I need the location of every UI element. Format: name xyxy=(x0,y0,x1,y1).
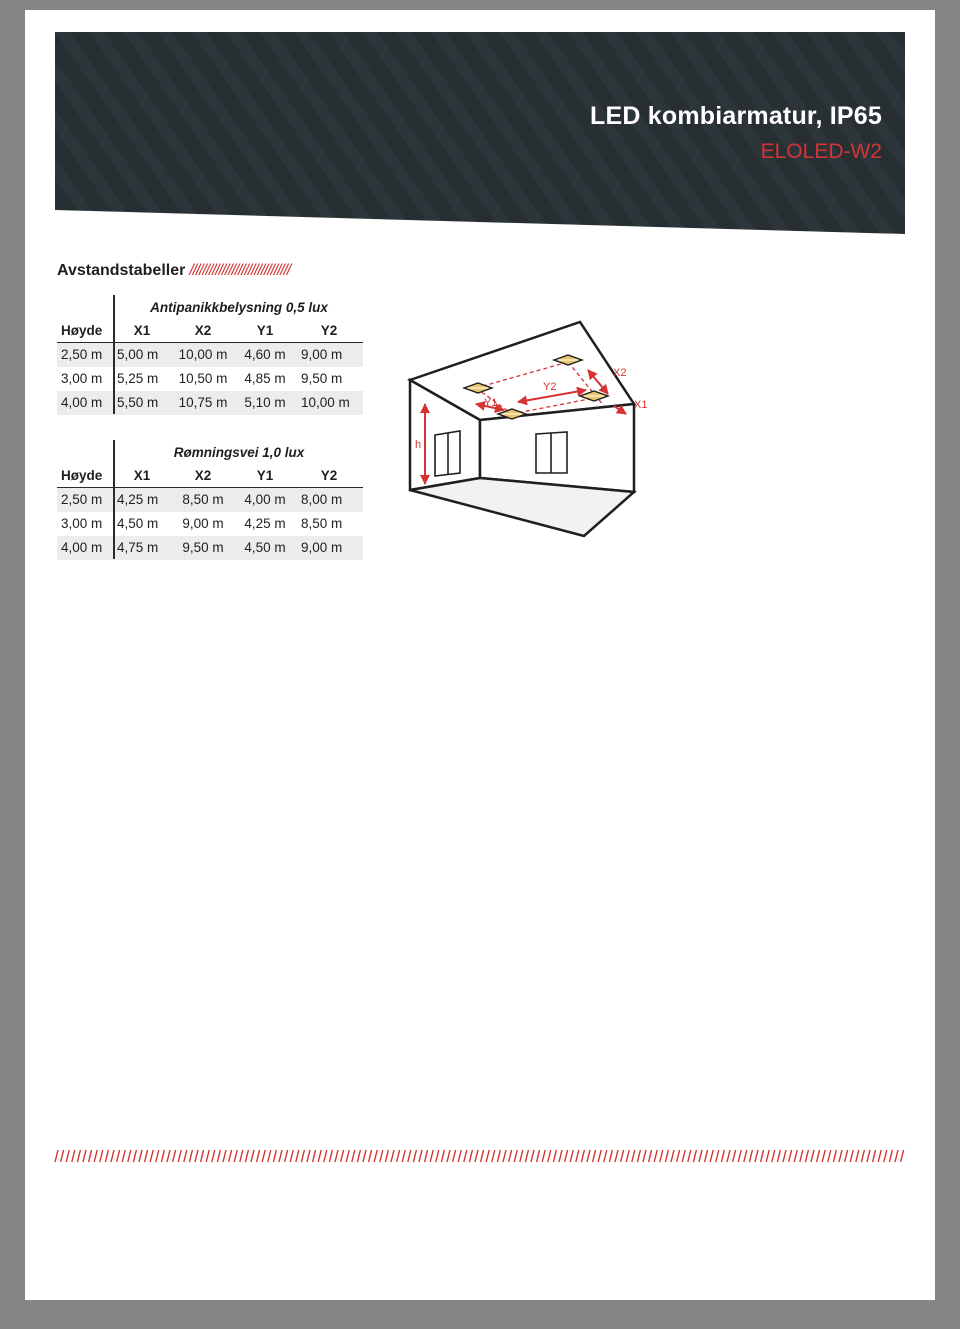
slash-mark xyxy=(889,1150,892,1162)
table-cell: 4,00 m xyxy=(61,540,103,555)
slash-mark xyxy=(279,1150,282,1162)
slash-mark xyxy=(727,1150,730,1162)
slash-mark xyxy=(693,1150,696,1162)
header-cell: Y2 xyxy=(320,468,338,483)
slash-mark xyxy=(749,1150,752,1162)
table-row xyxy=(57,512,363,536)
slash-mark xyxy=(441,1150,444,1162)
slash-mark xyxy=(357,1150,360,1162)
slash-mark xyxy=(240,1150,243,1162)
table-cell: 8,50 m xyxy=(182,492,224,507)
product-title: LED kombiarmatur, IP65 xyxy=(590,102,882,130)
slash-mark xyxy=(581,1150,584,1162)
room-layout-diagram xyxy=(408,320,648,542)
table-cell: 10,00 m xyxy=(301,395,350,410)
table-cell: 5,25 m xyxy=(117,371,159,386)
slash-mark xyxy=(492,1150,495,1162)
slash-mark xyxy=(290,1150,293,1162)
slash-mark xyxy=(167,1150,170,1162)
slash-mark xyxy=(520,1150,523,1162)
slash-mark xyxy=(542,1150,545,1162)
slash-mark xyxy=(845,1150,848,1162)
slash-mark xyxy=(83,1150,86,1162)
table-cell: 9,00 m xyxy=(301,540,343,555)
slash-mark xyxy=(229,1150,232,1162)
slash-mark xyxy=(156,1150,159,1162)
table-cell: 4,50 m xyxy=(244,540,286,555)
section-heading xyxy=(57,262,290,280)
slash-mark xyxy=(105,1150,108,1162)
slash-mark xyxy=(553,1150,556,1162)
slash-mark xyxy=(772,1150,775,1162)
table-cell: 5,10 m xyxy=(244,395,286,410)
slash-mark xyxy=(296,1150,299,1162)
slash-mark xyxy=(173,1150,176,1162)
slash-mark xyxy=(262,1150,265,1162)
table-cell: 3,00 m xyxy=(61,516,103,531)
right-door xyxy=(536,432,567,473)
slash-mark xyxy=(329,1150,332,1162)
slash-mark xyxy=(234,1150,237,1162)
slash-mark xyxy=(369,1150,372,1162)
slash-mark xyxy=(632,1150,635,1162)
slash-mark xyxy=(850,1150,853,1162)
slash-mark xyxy=(626,1150,629,1162)
slash-mark xyxy=(766,1150,769,1162)
slash-mark xyxy=(425,1150,428,1162)
label-y2: Y2 xyxy=(543,381,557,393)
table-divider xyxy=(113,440,115,559)
distance-table-escape-route xyxy=(57,440,363,560)
slash-mark xyxy=(212,1150,215,1162)
footer-slash-row xyxy=(55,1148,905,1164)
table-cell: 8,00 m xyxy=(301,492,343,507)
slash-mark xyxy=(884,1150,887,1162)
slash-mark xyxy=(833,1150,836,1162)
slash-mark xyxy=(419,1150,422,1162)
slash-mark xyxy=(184,1150,187,1162)
slash-mark xyxy=(721,1150,724,1162)
slash-mark xyxy=(643,1150,646,1162)
table-divider xyxy=(113,295,115,414)
slash-mark xyxy=(525,1150,528,1162)
slash-mark xyxy=(72,1150,75,1162)
slash-mark xyxy=(761,1150,764,1162)
header-cell: Y1 xyxy=(256,323,274,338)
table-header-row xyxy=(57,465,363,488)
slash-mark xyxy=(794,1150,797,1162)
table-row xyxy=(57,536,363,560)
slash-mark xyxy=(856,1150,859,1162)
slash-mark xyxy=(817,1150,820,1162)
slash-mark xyxy=(677,1150,680,1162)
slash-mark xyxy=(195,1150,198,1162)
table-cell: 4,25 m xyxy=(244,516,286,531)
slash-mark xyxy=(464,1150,467,1162)
slash-mark xyxy=(324,1150,327,1162)
slash-mark xyxy=(55,1150,58,1162)
slash-mark xyxy=(615,1150,618,1162)
slash-mark xyxy=(128,1150,131,1162)
table-cell: 9,50 m xyxy=(301,371,343,386)
slash-mark xyxy=(867,1150,870,1162)
table-cell: 9,00 m xyxy=(182,516,224,531)
slash-mark xyxy=(61,1150,64,1162)
slash-mark xyxy=(654,1150,657,1162)
table-cell: 8,50 m xyxy=(301,516,343,531)
slash-mark xyxy=(251,1150,254,1162)
slash-mark xyxy=(777,1150,780,1162)
slash-mark xyxy=(430,1150,433,1162)
table-cell: 4,85 m xyxy=(244,371,286,386)
slash-mark xyxy=(117,1150,120,1162)
slash-mark xyxy=(565,1150,568,1162)
slash-mark xyxy=(609,1150,612,1162)
slash-mark xyxy=(486,1150,489,1162)
heading-decor: /////////////////////////////// xyxy=(189,262,290,279)
slash-mark xyxy=(206,1150,209,1162)
table-cell: 10,75 m xyxy=(178,395,228,410)
slash-mark xyxy=(285,1150,288,1162)
slash-mark xyxy=(363,1150,366,1162)
slash-mark xyxy=(133,1150,136,1162)
slash-mark xyxy=(497,1150,500,1162)
header-cell: X2 xyxy=(194,468,212,483)
slash-mark xyxy=(352,1150,355,1162)
table-cell: 4,25 m xyxy=(117,492,159,507)
table-cell: 10,50 m xyxy=(178,371,228,386)
slash-mark xyxy=(458,1150,461,1162)
slash-mark xyxy=(873,1150,876,1162)
slash-mark xyxy=(100,1150,103,1162)
slash-mark xyxy=(89,1150,92,1162)
slash-mark xyxy=(223,1150,226,1162)
table-cell: 4,00 m xyxy=(61,395,103,410)
table-row xyxy=(57,367,363,391)
slash-mark xyxy=(598,1150,601,1162)
slash-mark xyxy=(531,1150,534,1162)
table-header-row xyxy=(57,320,363,343)
slash-mark xyxy=(469,1150,472,1162)
table-cell: 4,60 m xyxy=(244,347,286,362)
slash-mark xyxy=(217,1150,220,1162)
slash-mark xyxy=(318,1150,321,1162)
slash-mark xyxy=(548,1150,551,1162)
slash-mark xyxy=(385,1150,388,1162)
table-cell: 10,00 m xyxy=(178,347,228,362)
header-banner xyxy=(55,32,905,234)
slash-mark xyxy=(570,1150,573,1162)
slash-mark xyxy=(705,1150,708,1162)
slash-mark xyxy=(268,1150,271,1162)
slash-mark xyxy=(201,1150,204,1162)
slash-mark xyxy=(671,1150,674,1162)
slash-mark xyxy=(789,1150,792,1162)
table-cell: 9,00 m xyxy=(301,347,343,362)
slash-mark xyxy=(313,1150,316,1162)
slash-mark xyxy=(413,1150,416,1162)
slash-mark xyxy=(682,1150,685,1162)
footer-decor xyxy=(55,1148,905,1164)
slash-mark xyxy=(178,1150,181,1162)
slash-mark xyxy=(374,1150,377,1162)
slash-mark xyxy=(509,1150,512,1162)
slash-mark xyxy=(559,1150,562,1162)
slash-mark xyxy=(716,1150,719,1162)
slash-mark xyxy=(77,1150,80,1162)
slash-mark xyxy=(397,1150,400,1162)
table-cell: 2,50 m xyxy=(61,347,103,362)
slash-mark xyxy=(145,1150,148,1162)
slash-mark xyxy=(111,1150,114,1162)
header-cell: Høyde xyxy=(61,323,103,338)
slash-mark xyxy=(604,1150,607,1162)
table-cell: 9,50 m xyxy=(182,540,224,555)
slash-mark xyxy=(346,1150,349,1162)
slash-mark xyxy=(307,1150,310,1162)
slash-mark xyxy=(391,1150,394,1162)
slash-mark xyxy=(150,1150,153,1162)
banner-background xyxy=(55,32,905,234)
slash-mark xyxy=(649,1150,652,1162)
header-cell: X1 xyxy=(133,323,151,338)
slash-mark xyxy=(94,1150,97,1162)
label-h: h xyxy=(415,439,422,451)
header-cell: Høyde xyxy=(61,468,103,483)
slash-mark xyxy=(895,1150,898,1162)
slash-mark xyxy=(447,1150,450,1162)
slash-mark xyxy=(688,1150,691,1162)
product-code: ELOLED-W2 xyxy=(760,140,882,163)
table-cell: 5,00 m xyxy=(117,347,159,362)
header-cell: X2 xyxy=(194,323,212,338)
slash-mark xyxy=(738,1150,741,1162)
slash-mark xyxy=(503,1150,506,1162)
slash-mark xyxy=(660,1150,663,1162)
slash-mark xyxy=(537,1150,540,1162)
slash-mark xyxy=(744,1150,747,1162)
slash-mark xyxy=(245,1150,248,1162)
section-heading-text: Avstandstabeller xyxy=(57,262,186,279)
slash-mark xyxy=(341,1150,344,1162)
table-cell: 3,00 m xyxy=(61,371,103,386)
slash-mark xyxy=(189,1150,192,1162)
slash-mark xyxy=(301,1150,304,1162)
left-door xyxy=(435,431,460,476)
slash-mark xyxy=(637,1150,640,1162)
slash-mark xyxy=(901,1150,904,1162)
slash-mark xyxy=(861,1150,864,1162)
slash-mark xyxy=(161,1150,164,1162)
slash-mark xyxy=(514,1150,517,1162)
slash-mark xyxy=(408,1150,411,1162)
slash-mark xyxy=(402,1150,405,1162)
distance-table-antipanic xyxy=(57,295,363,415)
table-row xyxy=(57,343,363,367)
slash-mark xyxy=(699,1150,702,1162)
slash-mark xyxy=(621,1150,624,1162)
table-row xyxy=(57,391,363,415)
table-caption: Antipanikkbelysning 0,5 lux xyxy=(150,300,328,315)
table-cell: 4,50 m xyxy=(117,516,159,531)
slash-mark xyxy=(822,1150,825,1162)
slash-mark xyxy=(66,1150,69,1162)
table-cell: 4,00 m xyxy=(244,492,286,507)
slash-mark xyxy=(453,1150,456,1162)
slash-mark xyxy=(273,1150,276,1162)
header-cell: Y2 xyxy=(320,323,338,338)
slash-mark xyxy=(811,1150,814,1162)
slash-mark xyxy=(665,1150,668,1162)
table-cell: 5,50 m xyxy=(117,395,159,410)
slash-mark xyxy=(481,1150,484,1162)
header-cell: X1 xyxy=(133,468,151,483)
slash-mark xyxy=(839,1150,842,1162)
slash-mark xyxy=(710,1150,713,1162)
slash-mark xyxy=(733,1150,736,1162)
slash-mark xyxy=(576,1150,579,1162)
slash-mark xyxy=(122,1150,125,1162)
slash-mark xyxy=(805,1150,808,1162)
document-page xyxy=(25,10,935,1300)
slash-mark xyxy=(587,1150,590,1162)
slash-mark xyxy=(436,1150,439,1162)
slash-mark xyxy=(335,1150,338,1162)
room-outline xyxy=(410,322,634,536)
slash-mark xyxy=(380,1150,383,1162)
table-row xyxy=(57,488,363,512)
slash-mark xyxy=(783,1150,786,1162)
slash-mark xyxy=(139,1150,142,1162)
label-x1: X1 xyxy=(634,399,648,411)
label-y1: Y1 xyxy=(484,397,498,409)
slash-mark xyxy=(593,1150,596,1162)
table-cell: 2,50 m xyxy=(61,492,103,507)
header-cell: Y1 xyxy=(256,468,274,483)
label-x2: X2 xyxy=(613,367,627,379)
slash-mark xyxy=(800,1150,803,1162)
slash-mark xyxy=(828,1150,831,1162)
slash-mark xyxy=(878,1150,881,1162)
slash-mark xyxy=(475,1150,478,1162)
table-cell: 4,75 m xyxy=(117,540,159,555)
slash-mark xyxy=(755,1150,758,1162)
table-caption: Rømningsvei 1,0 lux xyxy=(173,445,305,460)
slash-mark xyxy=(257,1150,260,1162)
